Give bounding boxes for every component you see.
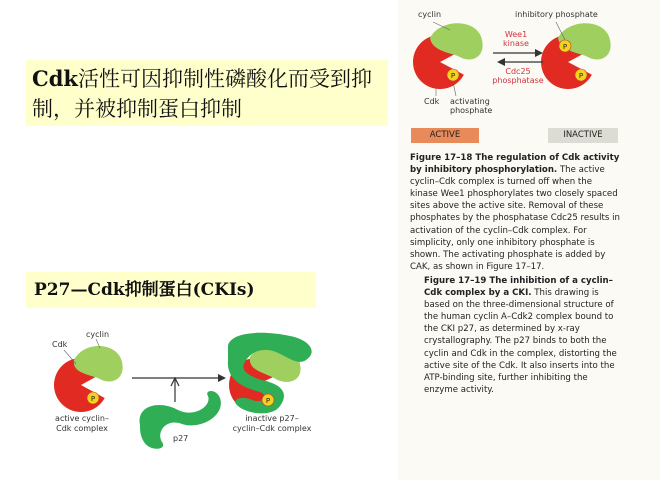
title-rest: 活性可因抑制性磷酸化而受到抑制，并被抑制蛋白抑制 (32, 67, 372, 121)
bottom-inactive-complex (228, 333, 312, 414)
label-activating-phosphate: activating phosphate (450, 97, 493, 115)
p-label-active-2: P (578, 72, 584, 80)
caption-fig2-body: This drawing is based on the three-dimensional structure of the human cyclin A–Cdk2 complex bound to the CKI p27, as determined by x-ray crystallography. The p27 binds to both the cyclin and Cdk in the complex, distorting the active site of the Cdk. It also inserts into the ATP-binding site, further inhibiting the enzyme activity. (424, 288, 617, 395)
label-wee1-kinase: Wee1 kinase (503, 30, 529, 48)
active-complex (413, 23, 483, 89)
label-p27: p27 (173, 434, 189, 443)
inactive-state-badge: INACTIVE (548, 128, 618, 143)
caption-fig1-title: Figure 17–18 The regulation of Cdk activity by inhibitory phosphorylation. (410, 153, 620, 176)
inactive-complex (541, 23, 611, 89)
p-label-inactive-bottom: P (265, 397, 271, 405)
label-cdk-top: Cdk (424, 97, 440, 106)
label-cdc25-phosphatase: Cdc25 phosphatase (492, 67, 544, 85)
label-cyclin-bottom: cyclin (86, 330, 110, 339)
title-bold-part: Cdk (32, 66, 78, 91)
label-cdk-bottom: Cdk (52, 340, 68, 349)
slide-subtitle: P27—Cdk抑制蛋白(CKIs) (26, 272, 316, 308)
bottom-active-complex (54, 346, 123, 412)
caption-fig1-body: The active cyclin–Cdk complex is turned off when the kinase Wee1 phosphorylates two closely spaced sites above the active site. Removal of these phosphates by the phosphatase Cdc25 results in activation of the cyclin–Cdk complex. For simplicity, only one inhibitory phosphate is shown. The activating phosphate is added by CAK, as shown in Figure 17–17. (410, 165, 620, 272)
figure-captions (410, 152, 622, 398)
label-active-complex: active cyclin–Cdk complex (55, 414, 109, 433)
label-cyclin-top: cyclin (418, 10, 442, 19)
label-inactive-complex: inactive p27–cyclin–Cdk complex (232, 414, 312, 433)
active-state-badge: ACTIVE (411, 128, 479, 143)
p-label-inhibitory: P (562, 43, 568, 51)
caption-fig2-title: Figure 17–19 The inhibition of a cyclin–Cdk complex by a CKI. (424, 275, 613, 299)
p-label-bottom: P (90, 395, 96, 403)
p-label-active: P (450, 72, 456, 80)
label-inhibitory-phosphate: inhibitory phosphate (515, 10, 598, 19)
